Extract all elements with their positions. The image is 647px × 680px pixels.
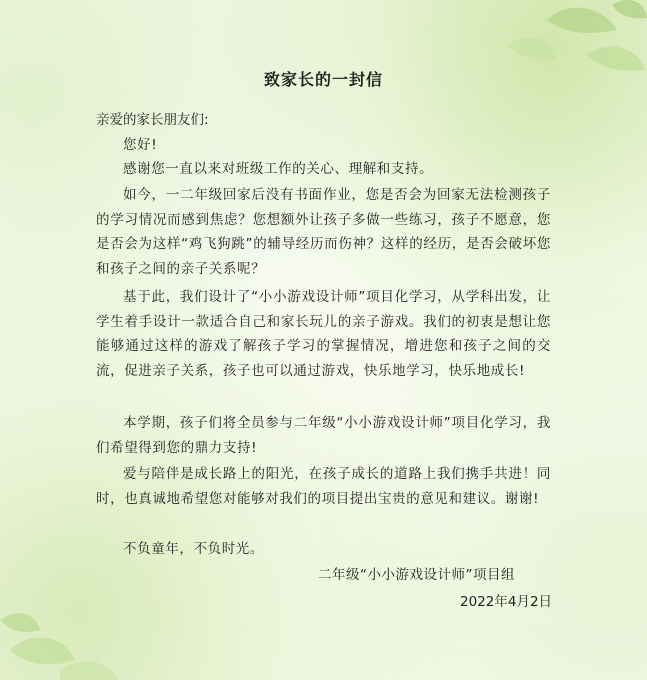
paragraph-closing: 不负童年，不负时光。 <box>123 541 264 557</box>
paragraph-thanks: 感谢您一直以来对班级工作的关心、理解和支持。 <box>123 161 434 177</box>
paragraph-semester: 本学期，孩子们将全员参与二年级“小小游戏设计师”项目化学习，我们希望得到您的鼎力支持! <box>96 415 551 456</box>
letter-title: 致家长的一封信 <box>263 70 383 89</box>
paragraph-greeting: 您好! <box>123 137 158 153</box>
signature: 二年级“小小游戏设计师”项目组 <box>318 567 515 583</box>
salutation: 亲爱的家长朋友们: <box>96 112 209 128</box>
paragraph-partnership: 爱与陪伴是成长路上的阳光，在孩子成长的道路上我们携手共进！同时，也真诚地希望您对能够对我们的项目提出宝贵的意见和建议。谢谢! <box>96 466 551 507</box>
paragraph-context: 如今，一二年级回家后没有书面作业，您是否会为回家无法检测孩子的学习情况而感到焦虑？您想额外让孩子多做一些练习，孩子不愿意，您是否会为这样“鸡飞狗跳”的辅导经历而伤神？这样的经历，是否会破坏您和孩子之间的亲子关系呢？ <box>96 187 551 277</box>
paragraph-project: 基于此，我们设计了“小小游戏设计师”项目化学习，从学科出发，让学生着手设计一款适合自己和家长玩儿的亲子游戏。我们的初衷是想让您能够通过这样的游戏了解孩子学习的掌握情况，增进您和孩子之间的交流，促进亲子关系，孩子也可以通过游戏，快乐地学习，快乐地成长! <box>96 289 551 379</box>
letter-date: 2022年4月2日 <box>460 594 553 610</box>
decorative-leaves-top-right <box>387 0 647 110</box>
decorative-leaves-bottom-left <box>0 590 200 680</box>
